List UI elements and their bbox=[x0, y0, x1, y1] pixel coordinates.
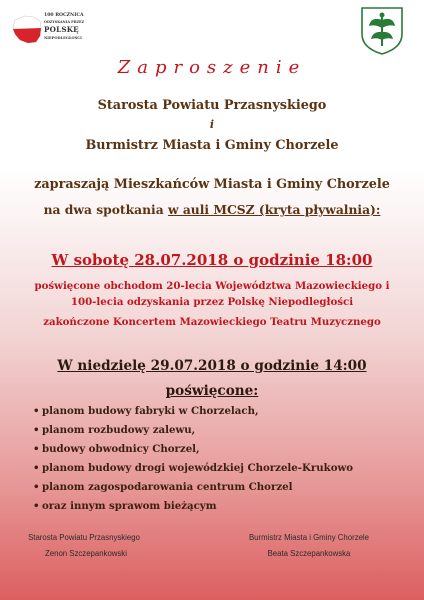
topics-list bbox=[33, 405, 353, 519]
bullet-icon: • bbox=[33, 424, 40, 436]
logo-line-3: POLSKĘ bbox=[44, 25, 79, 34]
list-item: • oraz innym sprawom bieżącym bbox=[33, 500, 217, 512]
bullet-icon: • bbox=[33, 443, 40, 455]
logo-line-2: ODZYSKANIA PRZEZ bbox=[44, 20, 85, 24]
list-item: • planom rozbudowy zalewu, bbox=[33, 424, 196, 436]
signature-right-name: Beata Szczepankowska bbox=[267, 549, 351, 558]
poland-map-icon bbox=[10, 12, 44, 46]
list-item: • budowy obwodnicy Chorzel, bbox=[33, 443, 200, 455]
independence-100-logo bbox=[10, 11, 94, 47]
event1-desc-3: zakończone Koncertem Mazowieckiego Teatru Muzycznego bbox=[43, 316, 381, 328]
invite-venue: w auli MCSZ (kryta pływalnia): bbox=[167, 202, 381, 217]
event2-date: W niedzielę 29.07.2018 o godzinie 14:00 bbox=[57, 358, 367, 374]
signature-left-role: Starosta Powiatu Przasnyskiego bbox=[28, 533, 140, 542]
host-starosta: Starosta Powiatu Przasnyskiego bbox=[97, 98, 327, 113]
bullet-icon: • bbox=[33, 500, 40, 512]
event1-desc-1: poświęcone obchodom 20-lecia Województwa Mazowieckiego i bbox=[34, 280, 390, 292]
signature-left-name: Zenon Szczepankowski bbox=[45, 549, 127, 558]
host-conjunction: i bbox=[209, 118, 215, 131]
list-item: • planom budowy fabryki w Chorzelach, bbox=[33, 405, 259, 417]
invite-line-2 bbox=[0, 202, 424, 217]
invite-line-2-pre: na dwa spotkania bbox=[43, 202, 168, 217]
coat-of-arms-icon bbox=[359, 6, 405, 56]
event2-subtitle: poświęcone: bbox=[165, 383, 259, 399]
host-burmistrz: Burmistrz Miasta i Gminy Chorzele bbox=[85, 138, 339, 153]
event1-desc-2: 100-lecia odzyskania przez Polskę Niepodległości bbox=[70, 296, 354, 308]
signature-right-role: Burmistrz Miasta i Gminy Chorzele bbox=[248, 533, 369, 542]
list-item: • planom zagospodarowania centrum Chorzel bbox=[33, 481, 293, 493]
bullet-icon: • bbox=[33, 405, 40, 417]
list-item: • planom budowy drogi wojewódzkiej Chorzele-Krukowo bbox=[33, 462, 354, 474]
logo-line-1: 100 ROCZNICA bbox=[44, 13, 84, 18]
event1-date: W sobotę 28.07.2018 o godzinie 18:00 bbox=[51, 251, 373, 269]
bullet-icon: • bbox=[33, 462, 40, 474]
logo-line-4: NIEPODLEGŁOŚCI bbox=[44, 36, 82, 40]
bullet-icon: • bbox=[33, 481, 40, 493]
invite-line-1: zapraszają Mieszkańców Miasta i Gminy Chorzele bbox=[34, 177, 390, 192]
page-title: Zaproszenie bbox=[117, 57, 307, 78]
